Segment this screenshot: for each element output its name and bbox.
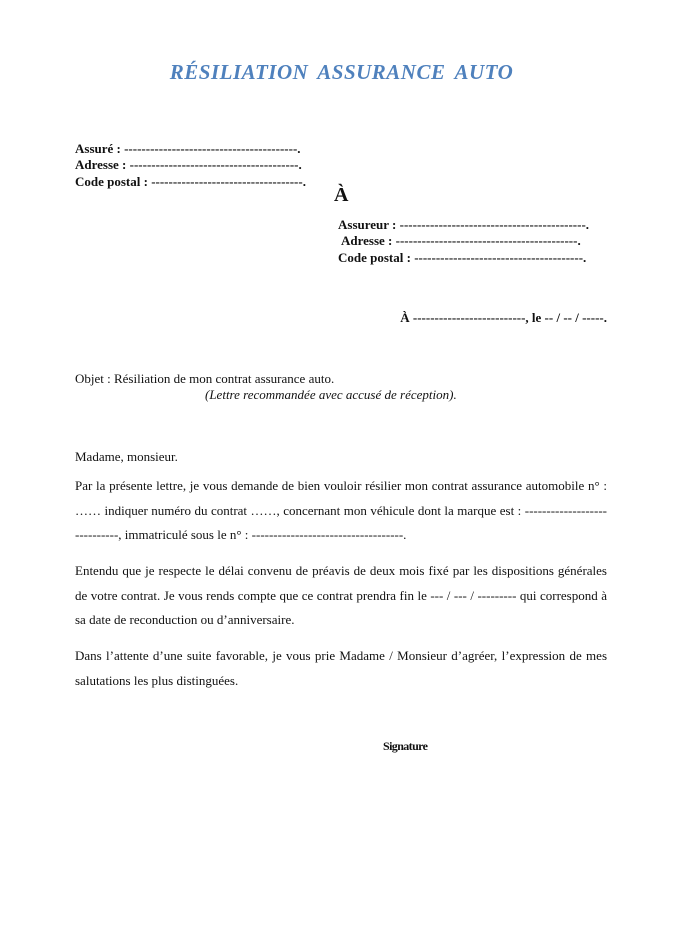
objet-note: (Lettre recommandée avec accusé de réception). — [205, 387, 457, 402]
paragraph-3: Dans l’attente d’une suite favorable, je vous prie Madame / Monsieur d’agréer, l’expression de mes salutations les plus distinguées. — [75, 648, 607, 688]
sender-adresse-line: Adresse : ---------------------------------------. — [75, 157, 302, 172]
signature-label: Signature — [383, 739, 428, 753]
paragraph-1: Par la présente lettre, je vous demande de bien vouloir résilier mon contrat assurance automobile n° : …… indiquer numéro du contrat ……, concernant mon véhicule dont la marque est : -----------------------------, immatriculé sous le n° : -----------------------------------. — [75, 478, 607, 542]
greeting: Madame, monsieur. — [75, 449, 178, 464]
objet-line: Objet : Résiliation de mon contrat assurance auto. — [75, 371, 335, 386]
sender-assure-line: Assuré : ----------------------------------------. — [75, 141, 301, 156]
document-title: RÉSILIATION ASSURANCE AUTO — [169, 60, 514, 84]
sender-code-postal-line: Code postal : -----------------------------------. — [75, 174, 306, 189]
recipient-assureur-line: Assureur : -------------------------------------------. — [338, 217, 590, 232]
paragraph-2: Entendu que je respecte le délai convenu de préavis de deux mois fixé par les dispositions générales de votre contrat. Je vous rends compte que ce contrat prendra fin le --- / --- / --------- qui correspond à sa date de reconduction ou d’anniversaire. — [75, 563, 607, 627]
recipient-a-label: À — [334, 184, 349, 206]
recipient-adresse-line: Adresse : ------------------------------------------. — [341, 233, 581, 248]
place-date-line: À --------------------------, le -- / -- / -----. — [400, 310, 607, 325]
recipient-code-postal-line: Code postal : ---------------------------------------. — [338, 250, 587, 265]
